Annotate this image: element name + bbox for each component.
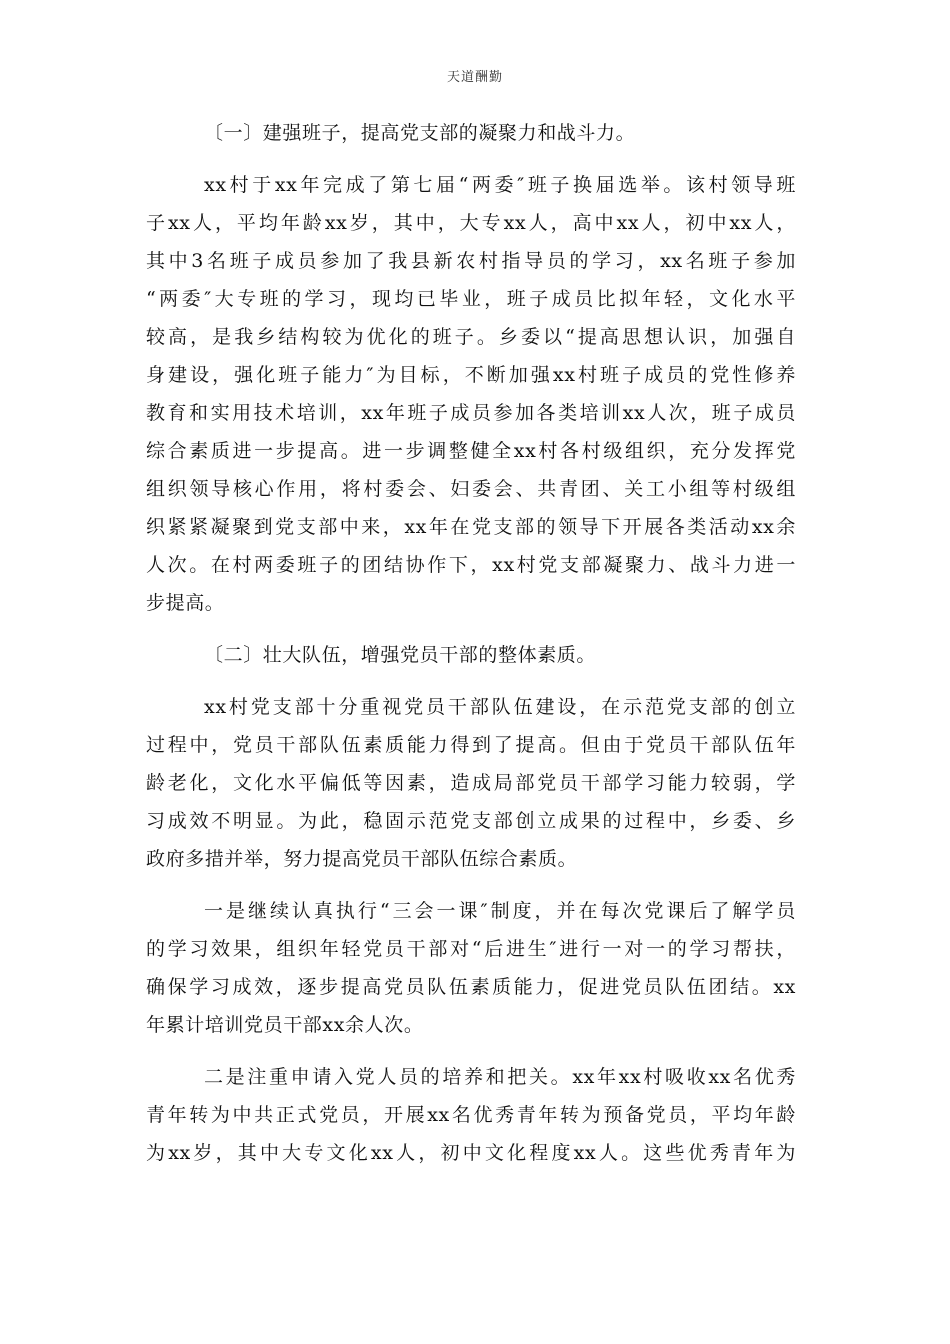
- paragraph-line: “两委″大专班的学习，现均已毕业，班子成员比拟年轻，文化水平: [146, 288, 796, 310]
- paragraph-line: 教育和实用技术培训，xx年班子成员参加各类培训xx人次，班子成员: [146, 402, 796, 424]
- section-heading-1: [146, 114, 796, 152]
- paragraph-line: 年累计培训党员干部xx余人次。: [146, 1014, 424, 1036]
- paragraph-line: 习成效不明显。为此，稳固示范党支部创立成果的过程中，乡委、乡: [146, 810, 796, 832]
- paragraph-line: 龄老化，文化水平偏低等因素，造成局部党员干部学习能力较弱，学: [146, 772, 796, 794]
- section-heading-2: [146, 636, 796, 674]
- paragraph-line: 过程中，党员干部队伍素质能力得到了提高。但由于党员干部队伍年: [146, 734, 796, 756]
- document-body: [146, 114, 796, 1172]
- paragraph-line: 子xx人，平均年龄xx岁，其中，大专xx人，高中xx人，初中xx人，: [146, 212, 796, 234]
- page-header: 天道酬勤: [446, 70, 503, 85]
- paragraph: [146, 688, 796, 878]
- paragraph-line: 确保学习成效，逐步提高党员队伍素质能力，促进党员队伍团结。xx: [146, 976, 796, 998]
- paragraph: [146, 892, 796, 1044]
- paragraph: [146, 1058, 796, 1172]
- paragraph-line: 〔一〕建强班子，提高党支部的凝聚力和战斗力。: [204, 122, 636, 144]
- paragraph-line: 一是继续认真执行“三会一课″制度，并在每次党课后了解学员: [204, 900, 796, 922]
- paragraph-line: 为xx岁，其中大专文化xx人，初中文化程度xx人。这些优秀青年为: [146, 1142, 796, 1164]
- paragraph-line: 较高，是我乡结构较为优化的班子。乡委以“提高思想认识，加强自: [146, 326, 796, 348]
- paragraph-line: 二是注重申请入党人员的培养和把关。xx年xx村吸收xx名优秀: [204, 1066, 796, 1088]
- paragraph-line: 其中3名班子成员参加了我县新农村指导员的学习，xx名班子参加: [146, 250, 796, 272]
- paragraph-line: 〔二〕壮大队伍，增强党员干部的整体素质。: [204, 644, 597, 666]
- paragraph: [146, 166, 796, 622]
- paragraph-line: 青年转为中共正式党员，开展xx名优秀青年转为预备党员，平均年龄: [146, 1104, 796, 1126]
- paragraph-line: 步提高。: [146, 592, 225, 614]
- paragraph-line: xx村党支部十分重视党员干部队伍建设，在示范党支部的创立: [204, 696, 796, 718]
- paragraph-line: 组织领导核心作用，将村委会、妇委会、共青团、关工小组等村级组: [146, 478, 796, 500]
- paragraph-line: 综合素质进一步提高。进一步调整健全xx村各村级组织，充分发挥党: [146, 440, 796, 462]
- paragraph-line: 的学习效果，组织年轻党员干部对“后进生″进行一对一的学习帮扶，: [146, 938, 796, 960]
- paragraph-line: 政府多措并举，努力提高党员干部队伍综合素质。: [146, 848, 578, 870]
- paragraph-line: 身建设，强化班子能力″为目标，不断加强xx村班子成员的党性修养: [146, 364, 796, 386]
- paragraph-line: 织紧紧凝聚到党支部中来，xx年在党支部的领导下开展各类活动xx余: [146, 516, 796, 538]
- paragraph-line: xx村于xx年完成了第七届“两委″班子换届选举。该村领导班: [204, 174, 796, 196]
- paragraph-line: 人次。在村两委班子的团结协作下，xx村党支部凝聚力、战斗力进一: [146, 554, 796, 576]
